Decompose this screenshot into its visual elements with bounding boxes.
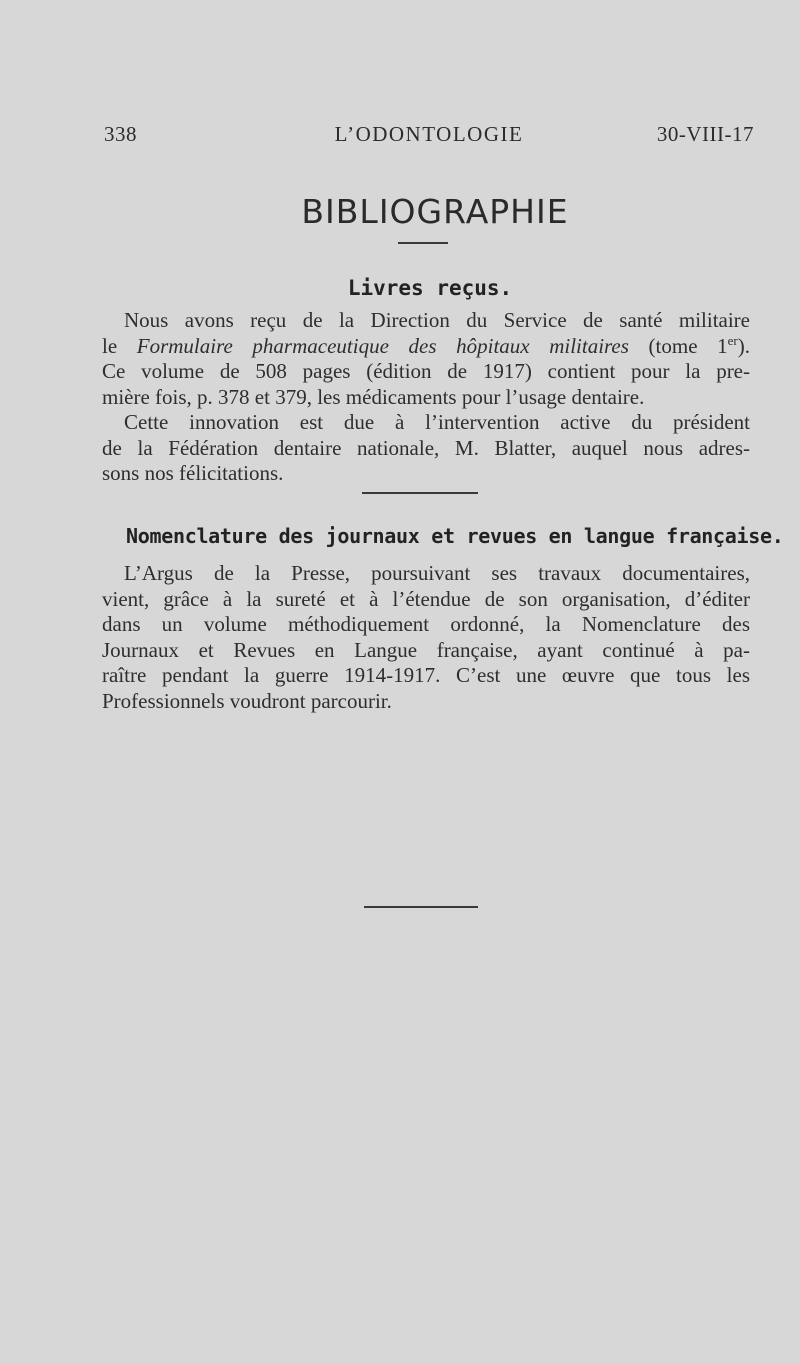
issue-date: 30-VIII-17 [656, 122, 754, 146]
nomenclature-paragraph [102, 561, 750, 714]
text-fragment: le [102, 333, 137, 358]
text-line [102, 334, 750, 360]
text-line: Professionnels voudront parcourir. [102, 688, 392, 713]
livres-heading: Livres reçus. [347, 276, 513, 300]
title-rule [398, 242, 448, 244]
text-line: mière fois, p. 378 et 379, les médicaments pour l’usage dentaire. [102, 384, 645, 409]
book-title: Formulaire pharmaceutique des hôpitaux militaires [136, 333, 629, 358]
livres-paragraph-1 [102, 308, 750, 410]
text-line: Ce volume de 508 pages (édition de 1917) contient pour la pre- [102, 359, 750, 383]
text-line: de la Fédération dentaire nationale, M. Blatter, auquel nous adres- [102, 435, 750, 460]
nomenclature-heading: Nomenclature des journaux et revues en langue française. [126, 524, 784, 548]
running-head [104, 122, 754, 152]
page-number: 338 [104, 122, 137, 146]
livres-paragraph-2 [102, 410, 750, 487]
text-fragment: (tome 1 [628, 333, 728, 358]
text-line: raître pendant la guerre 1914-1917. C’est une œuvre que tous les [102, 663, 750, 687]
text-line: Nous avons reçu de la Direction du Service de santé militaire [124, 308, 750, 332]
text-fragment: ). [737, 333, 750, 358]
text-line: sons nos félicitations. [102, 461, 284, 485]
end-rule [364, 906, 478, 908]
text-line: Journaux et Revues en Langue française, ayant continué à pa- [102, 637, 750, 662]
section-title: BIBLIOGRAPHIE [301, 192, 569, 231]
text-line: vient, grâce à la sureté et à l’étendue de son organisation, d’éditer [102, 586, 750, 611]
journal-title: L’ODONTOLOGIE [334, 122, 524, 146]
text-line: Cette innovation est due à l’intervention active du président [124, 410, 750, 434]
text-line: L’Argus de la Presse, poursuivant ses travaux documentaires, [124, 561, 750, 585]
section-divider [362, 492, 478, 494]
superscript: er [727, 332, 738, 348]
text-line: dans un volume méthodiquement ordonné, la Nomenclature des [102, 612, 750, 636]
